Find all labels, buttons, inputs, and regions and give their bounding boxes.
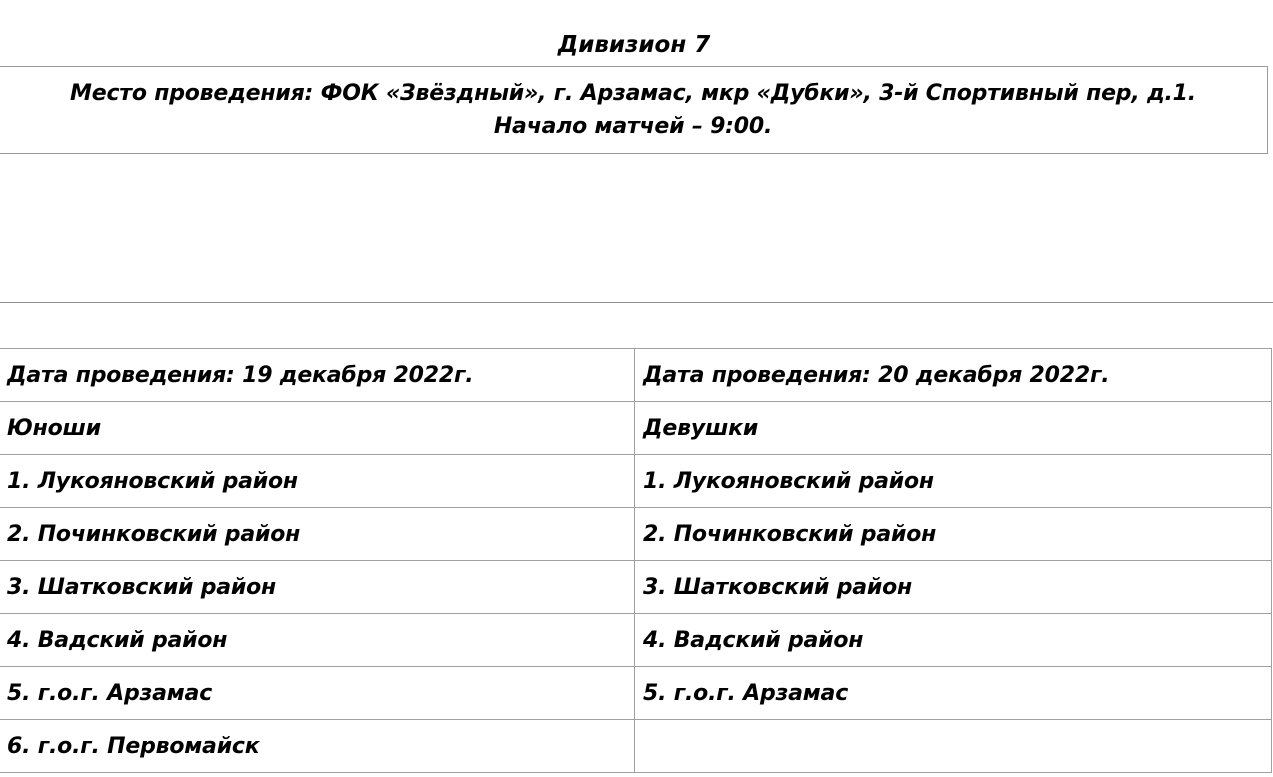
team-cell: 1. Лукояновский район [0, 455, 635, 508]
team-cell: 3. Шатковский район [0, 561, 635, 614]
table-row [0, 720, 1272, 773]
left-date-cell: Дата проведения: 19 декабря 2022г. [0, 349, 635, 402]
table-row [0, 455, 1272, 508]
left-group-cell: Юноши [0, 402, 635, 455]
team-cell: 3. Шатковский район [635, 561, 1272, 614]
division-title: Дивизион 7 [557, 32, 711, 58]
team-cell: 2. Починковский район [635, 508, 1272, 561]
team-cell: 6. г.о.г. Первомайск [0, 720, 635, 773]
team-cell: 1. Лукояновский район [635, 455, 1272, 508]
group-row [0, 402, 1272, 455]
team-cell: 2. Починковский район [0, 508, 635, 561]
team-cell: 5. г.о.г. Арзамас [635, 667, 1272, 720]
match-start-time: Начало матчей – 9:00. [493, 114, 773, 139]
venue-info-box [0, 66, 1268, 154]
date-row [0, 349, 1272, 402]
table-row [0, 561, 1272, 614]
table-row [0, 614, 1272, 667]
right-date-cell: Дата проведения: 20 декабря 2022г. [635, 349, 1272, 402]
schedule-table [0, 348, 1272, 773]
table-row [0, 667, 1272, 720]
team-cell: 4. Вадский район [0, 614, 635, 667]
table-row [0, 508, 1272, 561]
right-group-cell: Девушки [635, 402, 1272, 455]
venue-address: Место проведения: ФОК «Звёздный», г. Арзамас, мкр «Дубки», 3-й Спортивный пер, д.1. [70, 81, 1196, 106]
team-cell: 4. Вадский район [635, 614, 1272, 667]
empty-team-cell [635, 720, 1272, 773]
section-divider [0, 302, 1273, 303]
team-cell: 5. г.о.г. Арзамас [0, 667, 635, 720]
